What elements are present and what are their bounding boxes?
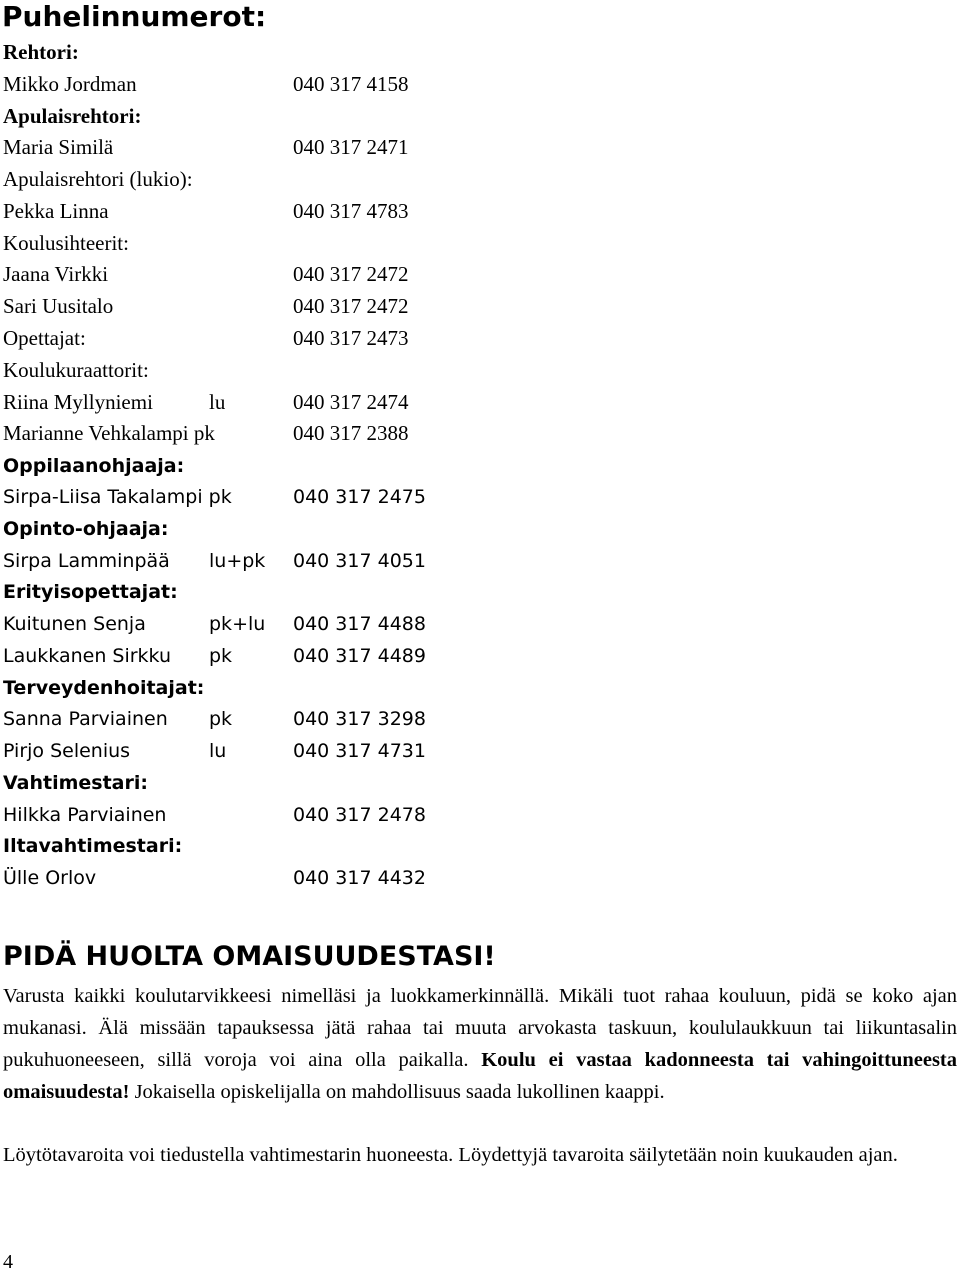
notice-text: Löytötavaroita voi tiedustella vahtimestarin huoneesta. Löydettyjä tavaroita säilytetään noin kuukauden ajan.: [3, 1144, 898, 1166]
notice-paragraph: [3, 1139, 957, 1171]
heading-rehtori: Rehtori:: [3, 40, 79, 64]
contact-tag: lu+pk: [209, 550, 266, 572]
contact-name: Sirpa Lamminpää: [3, 550, 170, 572]
contact-phone: 040 317 4158: [293, 72, 409, 96]
contact-name: Laukkanen Sirkku: [3, 645, 172, 667]
heading-opinto-ohjaaja: Opinto-ohjaaja:: [3, 518, 169, 540]
contact-phone: 040 317 2474: [293, 390, 409, 414]
contact-tag: lu: [209, 390, 226, 414]
contact-name: Sanna Parviainen: [3, 708, 168, 730]
contact-phone: 040 317 2473: [293, 326, 409, 350]
contact-phone: 040 317 4731: [293, 740, 426, 762]
contact-tag: pk: [209, 645, 233, 667]
contact-phone: 040 317 2478: [293, 804, 426, 826]
contact-name: Jaana Virkki: [3, 262, 109, 286]
page-title: Puhelinnumerot:: [2, 0, 267, 33]
heading-koulukuraattorit: Koulukuraattorit:: [3, 358, 149, 382]
contact-phone: 040 317 2471: [293, 135, 409, 159]
contact-phone: 040 317 2472: [293, 294, 409, 318]
contact-name: Riina Myllyniemi: [3, 390, 153, 414]
heading-opettajat: Opettajat:: [3, 326, 86, 350]
contact-phone: 040 317 3298: [293, 708, 426, 730]
heading-vahtimestari: Vahtimestari:: [3, 772, 148, 794]
heading-apulaisrehtori-lukio: Apulaisrehtori (lukio):: [3, 167, 193, 191]
contact-name: Sari Uusitalo: [3, 294, 114, 318]
notice-paragraph: [3, 980, 957, 1108]
heading-koulusihteerit: Koulusihteerit:: [3, 231, 129, 255]
notice-text: Varusta kaikki koulutarvikkeesi nimelläsi ja luokkamerkinnällä. Mikäli tuot rahaa kouluun, pidä se koko ajan mukanasi. Älä missään tapauksessa jätä rahaa tai muuta arvokasta taskuun, koululaukkuun tai liikuntasalin pukuhuoneeseen, sillä voroja voi aina olla paikalla.: [3, 985, 957, 1071]
contact-name: Mikko Jordman: [3, 72, 137, 96]
contact-phone: 040 317 4783: [293, 199, 409, 223]
contact-phone: 040 317 2388: [293, 421, 409, 445]
heading-erityisopettajat: Erityisopettajat:: [3, 581, 178, 603]
contact-tag: pk: [209, 708, 233, 730]
notice-title: PIDÄ HUOLTA OMAISUUDESTASI!: [3, 941, 496, 972]
contact-name: Pekka Linna: [3, 199, 109, 223]
heading-oppilaanohjaaja: Oppilaanohjaaja:: [3, 455, 185, 477]
contact-tag: pk+lu: [209, 613, 266, 635]
heading-terveydenhoitajat: Terveydenhoitajat:: [3, 677, 205, 699]
contact-name: Marianne Vehkalampi pk: [3, 421, 215, 445]
notice-text: Jokaisella opiskelijalla on mahdollisuus saada lukollinen kaappi.: [134, 1081, 665, 1103]
heading-apulaisrehtori: Apulaisrehtori:: [3, 104, 142, 128]
contact-name: Kuitunen Senja: [3, 613, 146, 635]
contact-phone: 040 317 2475: [293, 486, 426, 508]
page-number: 4: [3, 1251, 13, 1273]
contact-name: Hilkka Parviainen: [3, 804, 167, 826]
heading-iltavahtimestari: Iltavahtimestari:: [3, 835, 183, 857]
contact-tag: lu: [209, 740, 227, 762]
contact-phone: 040 317 4488: [293, 613, 426, 635]
contact-name: Pirjo Selenius: [3, 740, 131, 762]
contact-name: Ülle Orlov: [3, 867, 97, 889]
contact-name: Sirpa-Liisa Takalampi pk: [3, 486, 232, 508]
contact-phone: 040 317 2472: [293, 262, 409, 286]
contact-name: Maria Similä: [3, 135, 114, 159]
contact-phone: 040 317 4051: [293, 550, 426, 572]
contact-phone: 040 317 4432: [293, 867, 426, 889]
notice-bold-text: Koulu ei vastaa kadonneesta tai vahingoittuneesta omaisuudesta!: [3, 1049, 958, 1103]
contact-phone: 040 317 4489: [293, 645, 426, 667]
